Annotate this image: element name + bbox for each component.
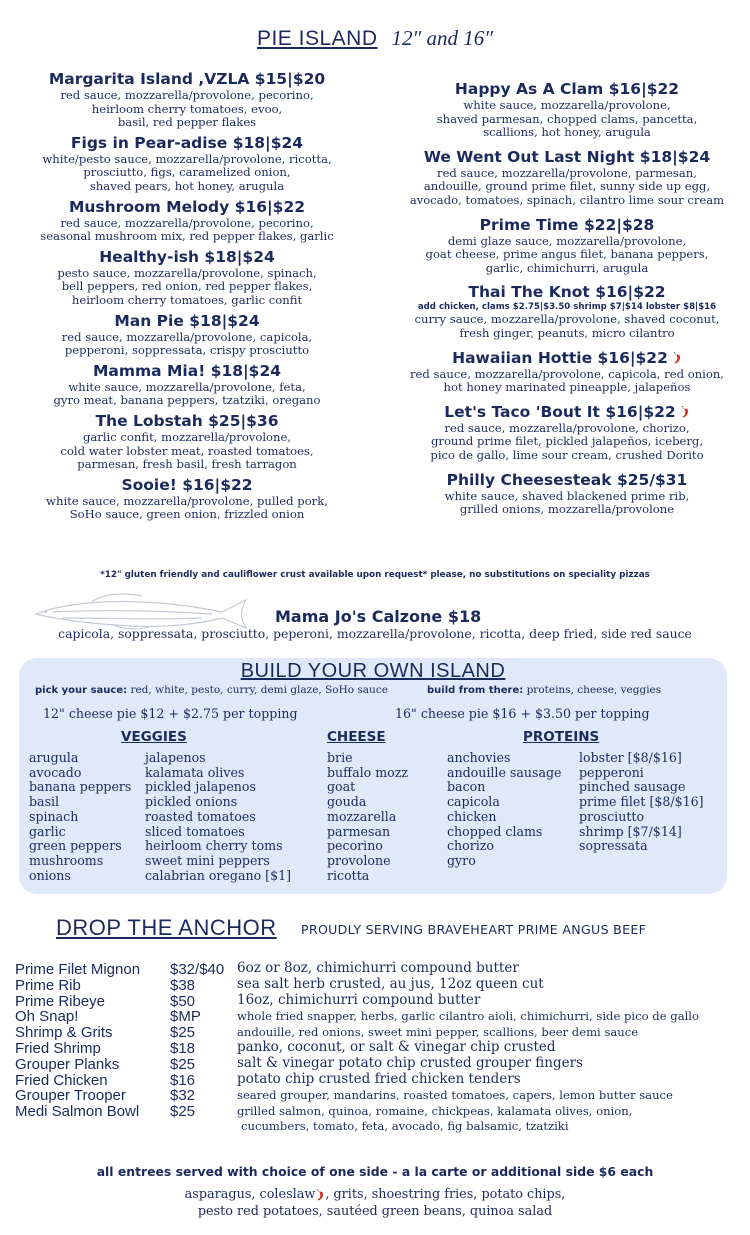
pizza-desc: basil, red pepper flakes [117, 115, 257, 130]
sauce-label: pick your sauce: [35, 685, 128, 696]
list-item: andouille sausage [447, 764, 562, 780]
pizza-desc: red sauce, mozzarella/provolone, pecorino, [60, 88, 314, 102]
list-item: ricotta [327, 867, 370, 883]
entree-row [15, 1008, 735, 1024]
entree-desc: panko, coconut, or salt & vinegar chip crusted [237, 1038, 556, 1055]
pizza-desc: pepperoni, soppressata, crispy prosciutto [64, 343, 310, 358]
pizza-item [22, 248, 352, 308]
pizza-column-left [22, 70, 352, 526]
veggies-heading: VEGGIES [121, 729, 187, 745]
list-item: parmesan [327, 823, 391, 839]
pizza-item [392, 349, 742, 395]
entree-row [15, 977, 735, 993]
pizza-desc: SoHo sauce, green onion, frizzled onion [69, 507, 305, 522]
pizza-item [22, 70, 352, 130]
pizza-desc: demi glaze sauce, mozzarella/provolone, [447, 233, 687, 248]
list-item: buffalo mozz [327, 764, 409, 780]
pizza-desc: red sauce, mozzarella/provolone, parmesan, [437, 165, 697, 180]
entree-desc: potato chip crusted fried chicken tenders [237, 1070, 521, 1087]
build-options: proteins, cheese, veggies [526, 684, 662, 696]
pizza-desc: shaved pears, hot honey, arugula [89, 178, 285, 193]
pizza-item [22, 198, 352, 244]
pizza-desc: grilled onions, mozzarella/provolone [459, 502, 675, 517]
spicy-pepper-icon [680, 406, 690, 418]
list-item: garlic [29, 823, 66, 839]
entree-name: Fried Chicken [15, 1071, 108, 1089]
price-12: 12" cheese pie $12 + $2.75 per topping [43, 706, 298, 721]
proteins-list-a [447, 751, 561, 869]
pizza-name: Thai The Knot $16|$22 [468, 283, 666, 302]
sides-text: , grits, shoestring fries, potato chips, [325, 1187, 566, 1202]
pizza-desc: andouille, ground prime filet, sunny side up egg, [423, 179, 711, 194]
pizza-desc: white sauce, mozzarella/provolone, [463, 98, 671, 112]
pizza-name: We Went Out Last Night $18|$24 [423, 147, 711, 166]
sides-text: asparagus, coleslaw [184, 1187, 316, 1202]
pizza-desc: scallions, hot honey, arugula [483, 125, 651, 140]
entree-desc: 16oz, chimichurri compound butter [237, 991, 481, 1008]
pizza-name: Philly Cheesesteak $25/$31 [446, 470, 688, 489]
calzone-name: Mama Jo's Calzone $18 [275, 607, 482, 626]
entree-name: Oh Snap! [15, 1008, 79, 1026]
pizza-item [392, 471, 742, 517]
entree-name: Grouper Trooper [15, 1087, 126, 1105]
list-item: gyro [447, 852, 476, 868]
pizza-desc: pesto sauce, mozzarella/provolone, spinach, [57, 265, 317, 280]
pizza-sizes: 12″ and 16″ [391, 26, 494, 50]
entree-row [15, 1040, 735, 1056]
entree-row [15, 1072, 735, 1088]
sauce-options: red, white, pesto, curry, demi glaze, SoHo sauce [130, 684, 388, 696]
list-item: prosciutto [579, 808, 645, 824]
entree-name: Prime Rib [15, 976, 81, 994]
entree-desc: sea salt herb crusted, au jus, 12oz queen cut [237, 975, 544, 992]
price-16: 16" cheese pie $16 + $3.50 per topping [395, 706, 650, 721]
entree-price: $25 [170, 1024, 196, 1042]
sides-list [0, 1186, 750, 1220]
list-item: chopped clams [447, 823, 543, 839]
entree-desc-line: grilled salmon, quinoa, romaine, chickpeas, kalamata olives, onion, [237, 1104, 633, 1119]
anchor-subtitle: PROUDLY SERVING BRAVEHEART PRIME ANGUS BEEF [301, 922, 647, 937]
list-item: pickled jalapenos [145, 779, 256, 795]
list-item: mushrooms [29, 852, 104, 868]
list-item: jalapenos [145, 750, 206, 765]
list-item: pecorino [327, 838, 383, 854]
entree-name: Shrimp & Grits [15, 1024, 113, 1042]
list-item: avocado [29, 764, 82, 780]
pizza-name: Hawaiian Hottie $16|$22 [452, 348, 668, 367]
pizza-item [22, 312, 352, 358]
list-item: goat [327, 779, 356, 795]
list-item: prime filet [$8/$16] [579, 794, 704, 810]
pizza-name: Margarita Island ,VZLA $15|$20 [48, 70, 326, 88]
list-item: pepperoni [579, 764, 644, 780]
crust-note: *12" gluten friendly and cauliflower crust available upon request* please, no substitutions on speciality pizzas [100, 570, 650, 580]
entree-price: $25 [170, 1103, 196, 1121]
veggies-list-a [29, 751, 131, 883]
list-item: chorizo [447, 838, 495, 854]
pizza-name: Happy As A Clam $16|$22 [454, 80, 680, 98]
sides-note: all entrees served with choice of one side - a la carte or additional side $6 each [96, 1164, 654, 1179]
pizza-desc: heirloom cherry tomatoes, garlic confit [71, 292, 303, 307]
pizza-name: Prime Time $22|$28 [479, 215, 655, 234]
pizza-desc: fresh ginger, peanuts, micro cilantro [459, 325, 675, 340]
pizza-item [392, 403, 742, 463]
drop-the-anchor-title: DROP THE ANCHOR [56, 915, 277, 940]
entree-row [15, 961, 735, 977]
entree-price: $38 [170, 976, 196, 994]
list-item: sweet mini peppers [145, 852, 270, 868]
entree-desc: 6oz or 8oz, chimichurri compound butter [237, 960, 519, 976]
pizza-desc: white sauce, mozzarella/provolone, pulled pork, [46, 493, 328, 508]
calzone-desc: capicola, soppressata, prosciutto, peperoni, mozzarella/provolone, ricotta, deep fried, side red sauce [58, 626, 692, 641]
entree-price: $50 [170, 992, 196, 1010]
pizza-desc: red sauce, mozzarella/provolone, chorizo, [444, 420, 690, 435]
list-item: sliced tomatoes [145, 823, 245, 839]
entree-name: Prime Filet Mignon [15, 961, 141, 978]
pizza-item [22, 362, 352, 408]
pizza-addons: add chicken, clams $2.75|$3.50 shrimp $7|$14 lobster $8|$16 [417, 302, 717, 313]
pizza-item [392, 148, 742, 208]
pizza-desc: garlic confit, mozzarella/provolone, [82, 429, 292, 444]
entree-desc: whole fried snapper, herbs, garlic cilantro aioli, chimichurri, side pico de gallo [237, 1009, 700, 1024]
pizza-desc: prosciutto, figs, caramelized onion, [83, 165, 291, 180]
spicy-pepper-icon [672, 352, 682, 364]
pizza-desc: bell peppers, red onion, red pepper flakes, [61, 279, 313, 294]
cheese-heading: CHEESE [327, 729, 386, 745]
byo-title: BUILD YOUR OWN ISLAND [240, 660, 506, 682]
veggies-list-b [145, 751, 291, 883]
pizza-desc: hot honey marinated pineapple, jalapeños [443, 380, 691, 395]
list-item: anchovies [447, 750, 511, 765]
pizza-item [22, 134, 352, 194]
pizza-item [392, 80, 742, 140]
entree-row [15, 1024, 735, 1040]
pizza-name-row [392, 349, 742, 368]
list-item: chicken [447, 808, 497, 824]
pizza-name: The Lobstah $25|$36 [95, 411, 279, 430]
list-item: lobster [$8/$16] [579, 750, 682, 765]
pizza-name: Mamma Mia! $18|$24 [92, 361, 282, 380]
cheese-list [327, 751, 408, 883]
entree-price: $25 [170, 1055, 196, 1073]
pizza-desc: pico de gallo, lime sour cream, crushed Dorito [430, 447, 704, 462]
list-item: basil [29, 794, 60, 810]
pizza-name: Sooie! $16|$22 [121, 475, 253, 494]
entree-desc: salt & vinegar potato chip crusted grouper fingers [237, 1054, 583, 1071]
list-item: banana peppers [29, 779, 132, 795]
list-item: green peppers [29, 838, 122, 854]
entree-list [15, 961, 735, 1133]
pizza-desc: white sauce, mozzarella/provolone, feta, [68, 379, 306, 394]
list-item: arugula [29, 750, 79, 765]
spicy-pepper-icon [315, 1189, 325, 1201]
list-item: bacon [447, 779, 486, 795]
entree-name: Fried Shrimp [15, 1039, 101, 1057]
proteins-list-b [579, 751, 704, 854]
entree-desc-line: cucumbers, tomato, feta, avocado, fig balsamic, tzatziki [241, 1119, 569, 1134]
pie-island-title: PIE ISLAND [256, 27, 378, 50]
list-item: kalamata olives [145, 764, 245, 780]
entree-row [15, 1056, 735, 1072]
entree-price: $32/$40 [170, 961, 225, 978]
entree-row [15, 1103, 735, 1133]
pizza-desc: cold water lobster meat, roasted tomatoes, [60, 443, 314, 458]
proteins-heading: PROTEINS [523, 729, 600, 745]
sides-line: pesto red potatoes, sautéed green beans, quinoa salad [197, 1204, 553, 1219]
pizza-desc: parmesan, fresh basil, fresh tarragon [77, 457, 297, 472]
build-label: build from there: [427, 685, 524, 696]
pizza-desc: red sauce, mozzarella/provolone, pecorino, [60, 215, 314, 230]
entree-price: $16 [170, 1071, 196, 1089]
pizza-desc: garlic, chimichurri, arugula [485, 260, 649, 275]
entree-desc: andouille, red onions, sweet mini pepper, scallions, beer demi sauce [237, 1025, 639, 1040]
entree-price: $18 [170, 1039, 196, 1057]
entree-name: Grouper Planks [15, 1055, 120, 1073]
list-item: shrimp [$7/$14] [579, 823, 682, 839]
pizza-column-right [392, 80, 742, 525]
pizza-name: Mushroom Melody $16|$22 [68, 197, 306, 216]
list-item: roasted tomatoes [145, 808, 256, 824]
entree-desc [237, 1104, 632, 1134]
pizza-desc: heirloom cherry tomatoes, evoo, [91, 101, 283, 116]
list-item: brie [327, 750, 353, 765]
pizza-desc: seasonal mushroom mix, red pepper flakes, garlic [40, 229, 334, 244]
list-item: spinach [29, 808, 79, 824]
pizza-desc: ground prime filet, pickled jalapeños, iceberg, [430, 434, 704, 449]
pizza-desc: avocado, tomatoes, spinach, cilantro lime sour cream [409, 192, 725, 207]
pizza-desc: goat cheese, prime angus filet, banana peppers, [425, 247, 709, 262]
list-item: sopressata [579, 838, 648, 854]
pizza-desc: red sauce, mozzarella/provolone, capicola, red onion, [410, 366, 724, 381]
pizza-name-row [392, 403, 742, 422]
sauce-line [35, 684, 388, 696]
entree-name: Prime Ribeye [15, 992, 106, 1010]
pizza-desc: gyro meat, banana peppers, tzatziki, oregano [53, 393, 321, 408]
list-item: provolone [327, 852, 391, 868]
entree-price: $32 [170, 1087, 196, 1105]
pizza-item [392, 283, 742, 340]
list-item: pickled onions [145, 794, 238, 810]
pizza-desc: white/pesto sauce, mozzarella/provolone, ricotta, [42, 151, 332, 166]
pizza-name: Let's Taco 'Bout It $16|$22 [444, 402, 676, 421]
build-your-own-panel [19, 658, 727, 894]
list-item: gouda [327, 794, 367, 810]
pizza-name: Man Pie $18|$24 [114, 311, 260, 330]
pizza-desc: red sauce, mozzarella/provolone, capicola, [61, 329, 313, 344]
pizza-name: Figs in Pear-adise $18|$24 [70, 133, 304, 152]
list-item: calabrian oregano [$1] [145, 867, 292, 883]
pizza-item [22, 412, 352, 472]
list-item: mozzarella [327, 808, 397, 824]
list-item: capicola [447, 794, 500, 810]
entree-name: Medi Salmon Bowl [15, 1103, 140, 1121]
entree-desc: seared grouper, mandarins, roasted tomatoes, capers, lemon butter sauce [237, 1088, 673, 1103]
sides-line [0, 1186, 750, 1203]
entree-price: $MP [170, 1008, 201, 1026]
entree-row [15, 993, 735, 1009]
list-item: onions [29, 867, 71, 883]
pizza-desc: white sauce, shaved blackened prime rib, [444, 488, 690, 503]
pizza-item [392, 216, 742, 276]
pizza-desc: shaved parmesan, chopped clams, pancetta, [436, 111, 698, 126]
list-item: heirloom cherry toms [145, 838, 283, 854]
build-line [427, 684, 661, 696]
pizza-desc: curry sauce, mozzarella/provolone, shaved coconut, [414, 312, 720, 327]
pizza-item [22, 476, 352, 522]
entree-row [15, 1087, 735, 1103]
page-title [0, 26, 750, 51]
pizza-name: Healthy-ish $18|$24 [99, 247, 275, 266]
list-item: pinched sausage [579, 779, 686, 795]
